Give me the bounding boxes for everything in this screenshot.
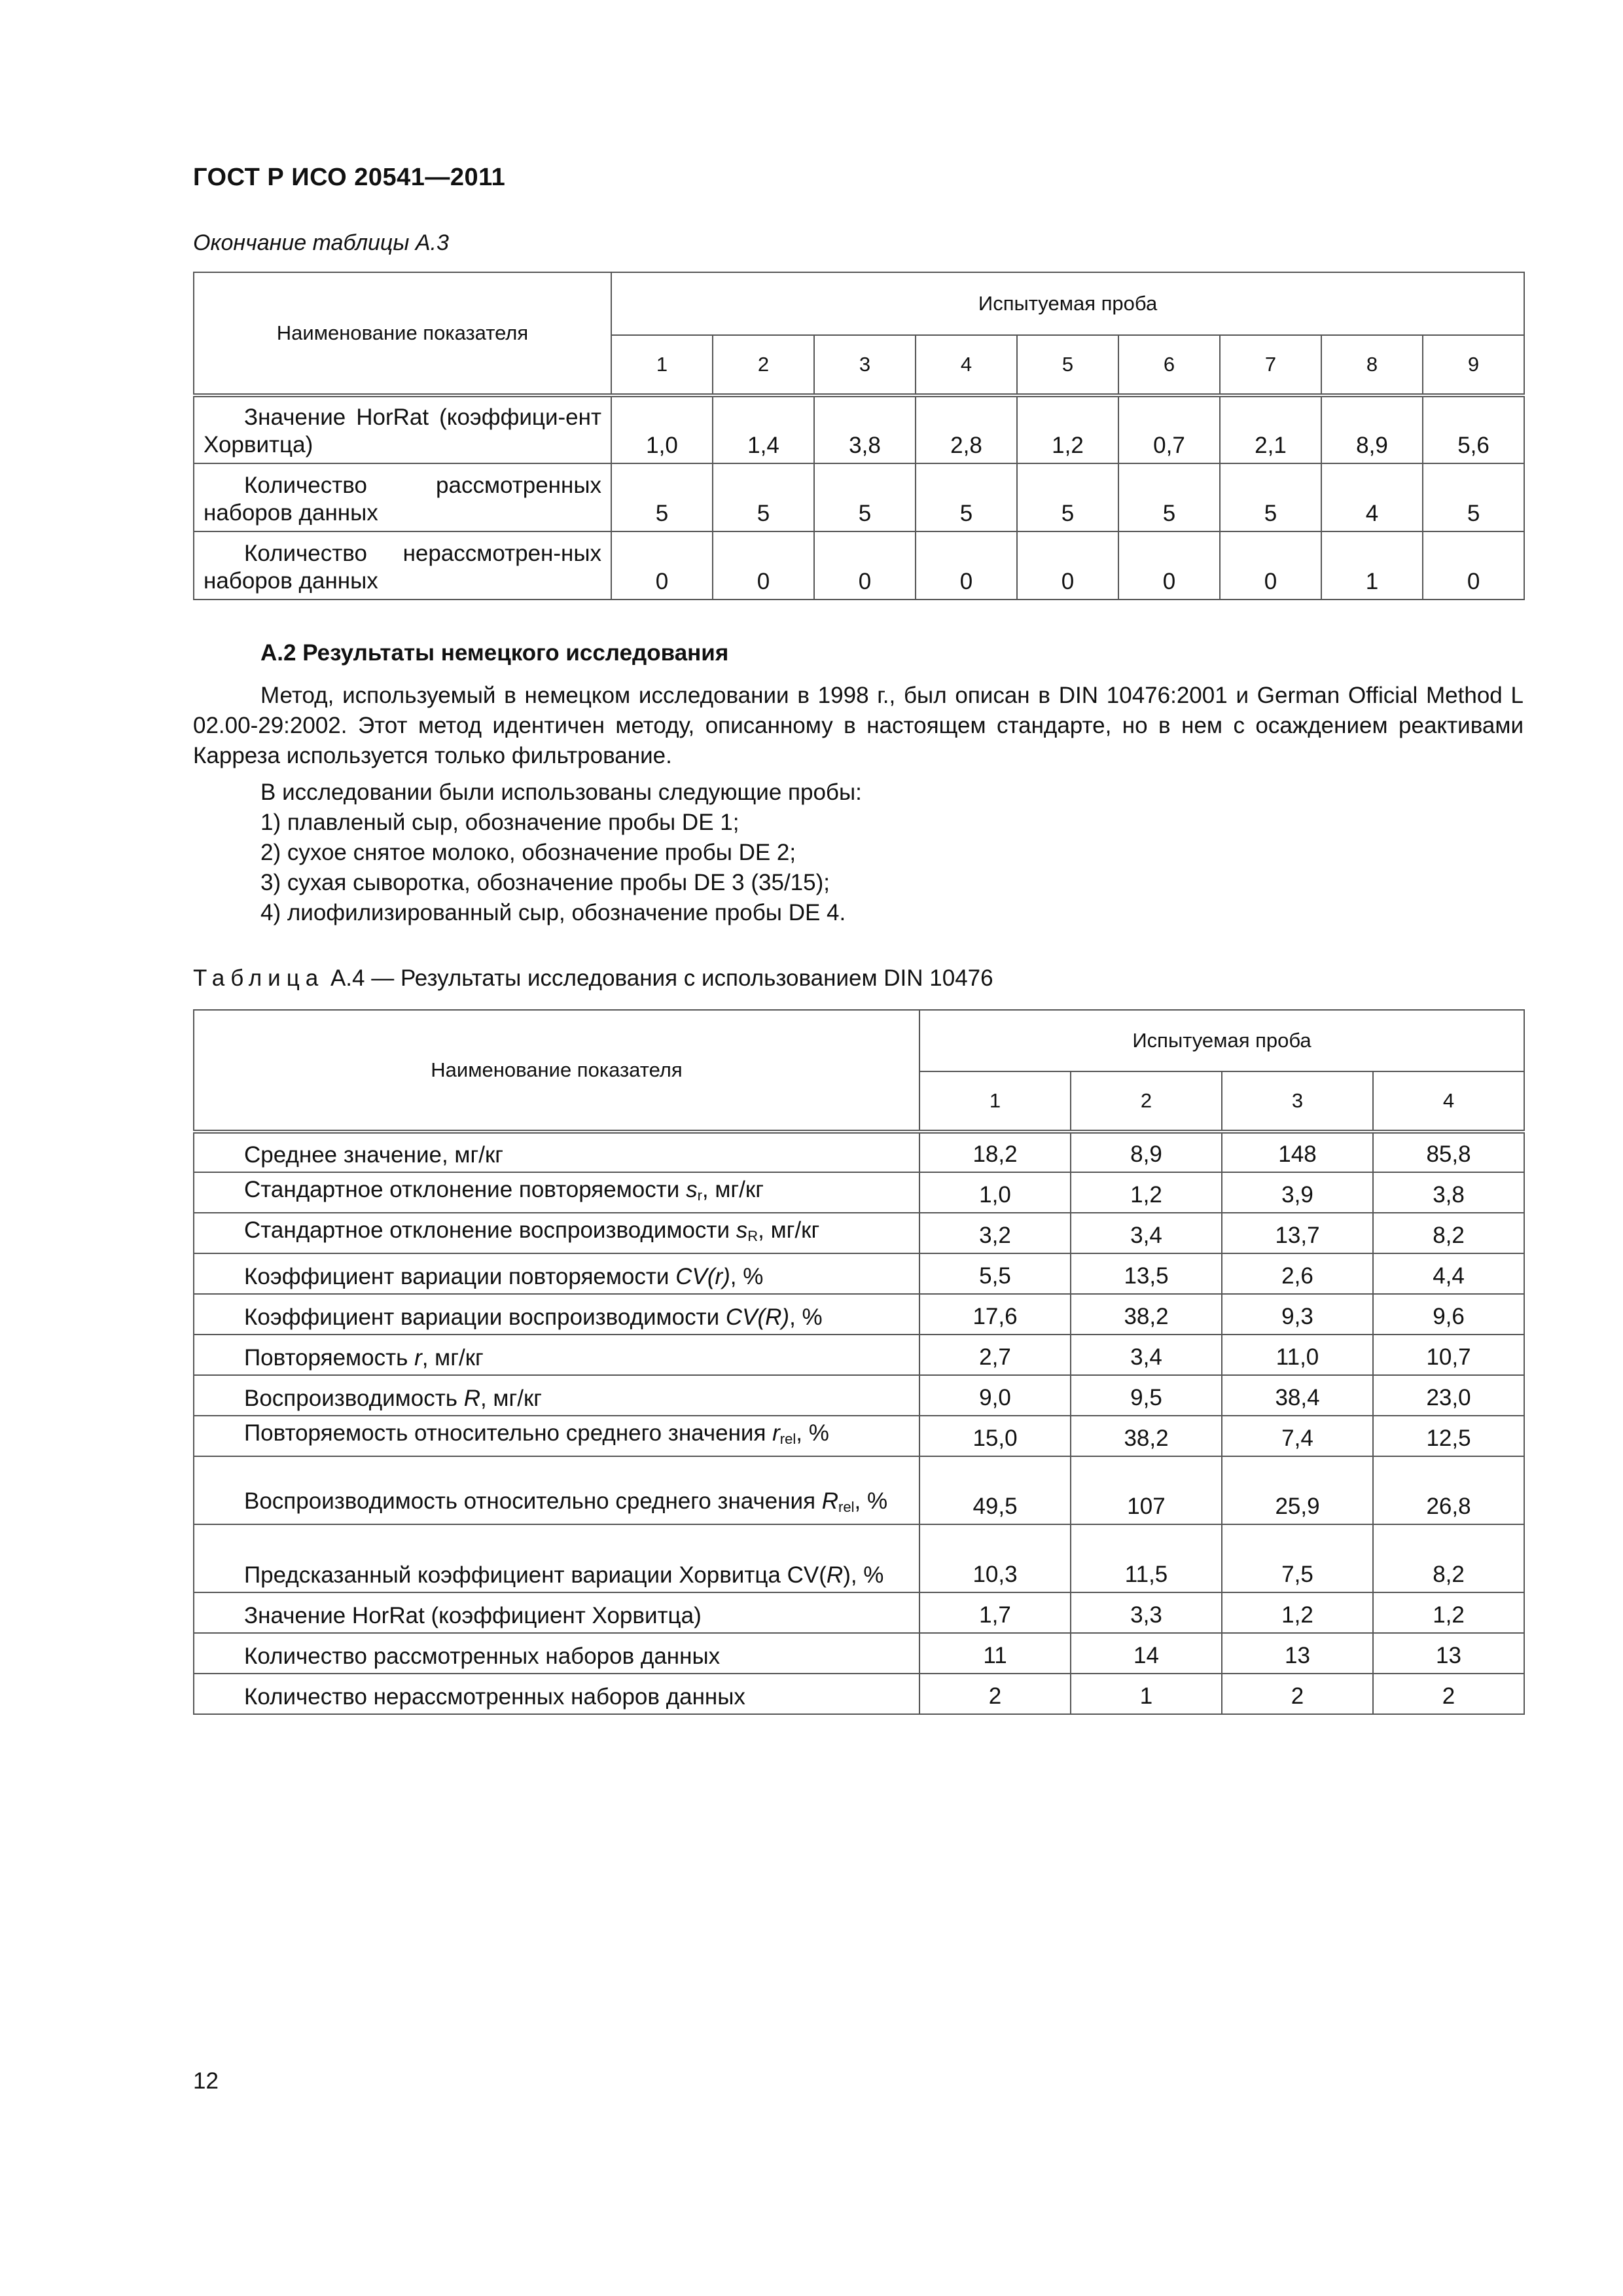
label-text: Предсказанный коэффициент вариации Хорвитца CV(	[244, 1562, 827, 1588]
table-row	[194, 531, 1524, 600]
table-cell: 10,7	[1373, 1335, 1524, 1375]
table-cell: 3,8	[814, 395, 916, 463]
table-row	[194, 1416, 1524, 1456]
table-cell: 8,9	[1071, 1132, 1222, 1172]
label-text: Среднее значение, мг/кг	[244, 1142, 504, 1168]
table-row	[194, 1674, 1524, 1714]
table-cell: 5	[611, 463, 713, 531]
table-a4	[193, 1009, 1525, 1715]
table-continuation-caption: Окончание таблицы А.3	[193, 230, 449, 255]
label-suffix: , мг/кг	[421, 1345, 484, 1371]
label-text: Коэффициент вариации воспроизводимости	[244, 1304, 726, 1330]
label-subscript: rel	[779, 1431, 796, 1447]
table-cell: 13,5	[1071, 1253, 1222, 1294]
sample-list	[260, 778, 862, 928]
label-text: Количество нерассмотренных наборов данных	[244, 1684, 745, 1710]
table-row	[194, 1456, 1524, 1524]
label-symbol: s	[736, 1217, 748, 1243]
table-a3	[193, 272, 1525, 600]
table-cell: 23,0	[1373, 1375, 1524, 1416]
row-label: Количество рассмотренных наборов данных	[194, 463, 611, 531]
table-cell: 1,2	[1222, 1592, 1373, 1633]
table-cell: 4	[1321, 463, 1423, 531]
table-cell: 5	[1017, 463, 1118, 531]
table-cell: 3,3	[1071, 1592, 1222, 1633]
sample-number-header: 2	[1071, 1071, 1222, 1132]
label-subscript: rel	[838, 1499, 855, 1515]
row-label	[194, 1416, 919, 1456]
table-row	[194, 1172, 1524, 1213]
label-text: Повторяемость	[244, 1345, 415, 1371]
table-cell: 4,4	[1373, 1253, 1524, 1294]
table-cell: 3,4	[1071, 1335, 1222, 1375]
table-cell: 2,1	[1220, 395, 1321, 463]
row-label	[194, 1524, 919, 1592]
label-text: Воспроизводимость относительно среднего значения	[244, 1488, 822, 1514]
table-cell: 7,4	[1222, 1416, 1373, 1456]
list-item: 1) плавленый сыр, обозначение пробы DE 1;	[260, 810, 740, 835]
table-cell: 1,0	[919, 1172, 1071, 1213]
table-cell: 2,6	[1222, 1253, 1373, 1294]
table-cell: 13	[1222, 1633, 1373, 1674]
table-row	[194, 1253, 1524, 1294]
table-cell: 9,5	[1071, 1375, 1222, 1416]
sample-number-header: 5	[1017, 335, 1118, 395]
table-cell: 11,5	[1071, 1524, 1222, 1592]
table-cell: 17,6	[919, 1294, 1071, 1335]
table-cell: 0	[1220, 531, 1321, 600]
table-cell: 1	[1071, 1674, 1222, 1714]
list-item: 2) сухое снятое молоко, обозначение пробы DE 2;	[260, 840, 796, 865]
table-row	[194, 463, 1524, 531]
row-label	[194, 1172, 919, 1213]
label-symbol: r	[772, 1420, 780, 1446]
table-cell: 1,2	[1071, 1172, 1222, 1213]
table-cell: 5,5	[919, 1253, 1071, 1294]
row-label	[194, 1294, 919, 1335]
table-cell: 0	[611, 531, 713, 600]
page-number: 12	[193, 2068, 219, 2094]
table-cell: 7,5	[1222, 1524, 1373, 1592]
row-label	[194, 1456, 919, 1524]
label-text: Повторяемость относительно среднего значения	[244, 1420, 773, 1446]
table-cell: 18,2	[919, 1132, 1071, 1172]
table-cell: 2,7	[919, 1335, 1071, 1375]
sample-number-header: 1	[919, 1071, 1071, 1132]
sample-number-header: 7	[1220, 335, 1321, 395]
table-cell: 3,4	[1071, 1213, 1222, 1253]
table-cell: 0,7	[1118, 395, 1220, 463]
table-cell: 2	[1222, 1674, 1373, 1714]
table-cell: 1	[1321, 531, 1423, 600]
table-cell: 1,2	[1373, 1592, 1524, 1633]
column-header-indicator: Наименование показателя	[194, 272, 611, 395]
table-cell: 11,0	[1222, 1335, 1373, 1375]
table-cell: 8,2	[1373, 1213, 1524, 1253]
row-label	[194, 1132, 919, 1172]
table-cell: 1,4	[713, 395, 814, 463]
table-cell: 15,0	[919, 1416, 1071, 1456]
table-cell: 1,7	[919, 1592, 1071, 1633]
table-row	[194, 1213, 1524, 1253]
sample-number-header: 8	[1321, 335, 1423, 395]
label-symbol: CV(r)	[675, 1264, 730, 1289]
section-title: А.2 Результаты немецкого исследования	[260, 640, 729, 666]
sample-number-header: 3	[814, 335, 916, 395]
table-cell: 1,2	[1017, 395, 1118, 463]
table-cell: 5	[1423, 463, 1524, 531]
label-subscript: r	[697, 1187, 702, 1204]
label-suffix: , %	[730, 1264, 764, 1289]
row-label: Значение HorRat (коэффици-ент Хорвитца)	[194, 395, 611, 463]
table-cell: 9,3	[1222, 1294, 1373, 1335]
row-label	[194, 1335, 919, 1375]
sample-number-header: 2	[713, 335, 814, 395]
section-paragraph: Метод, используемый в немецком исследовании в 1998 г., был описан в DIN 10476:2001 и German Official Method L 02.00-29:2002. Этот метод идентичен методу, описанному в настоящем стандарте, но в нем с осаждением реактивами Карреза используется только фильтрование.	[193, 683, 1524, 768]
label-suffix: , %	[789, 1304, 823, 1330]
table-cell: 25,9	[1222, 1456, 1373, 1524]
row-label	[194, 1592, 919, 1633]
column-header-indicator: Наименование показателя	[194, 1010, 919, 1132]
table-row	[194, 1633, 1524, 1674]
table-cell: 12,5	[1373, 1416, 1524, 1456]
label-text: Стандартное отклонение воспроизводимости	[244, 1217, 736, 1243]
label-text: Стандартное отклонение повторяемости	[244, 1177, 687, 1202]
caption-word: Таблица	[193, 965, 325, 991]
table-cell: 5,6	[1423, 395, 1524, 463]
table-cell: 9,6	[1373, 1294, 1524, 1335]
table-cell: 5	[814, 463, 916, 531]
table-cell: 38,2	[1071, 1416, 1222, 1456]
table-cell: 85,8	[1373, 1132, 1524, 1172]
table-cell: 49,5	[919, 1456, 1071, 1524]
sample-number-header: 1	[611, 335, 713, 395]
list-item: 4) лиофилизированный сыр, обозначение пробы DE 4.	[260, 900, 846, 925]
table-a4-caption	[193, 965, 993, 992]
table-cell: 0	[1017, 531, 1118, 600]
label-symbol: R	[821, 1488, 839, 1514]
group-header-samples: Испытуемая проба	[611, 272, 1524, 335]
table-cell: 13	[1373, 1633, 1524, 1674]
caption-text: А.4 — Результаты исследования с использованием DIN 10476	[324, 965, 993, 991]
table-cell: 26,8	[1373, 1456, 1524, 1524]
label-suffix: ), %	[843, 1562, 884, 1588]
table-cell: 3,8	[1373, 1172, 1524, 1213]
label-symbol: R	[826, 1562, 844, 1588]
label-suffix: , мг/кг	[758, 1217, 820, 1243]
table-cell: 9,0	[919, 1375, 1071, 1416]
table-cell: 13,7	[1222, 1213, 1373, 1253]
list-intro: В исследовании были использованы следующие пробы:	[260, 780, 862, 805]
table-cell: 3,9	[1222, 1172, 1373, 1213]
label-symbol: R	[463, 1386, 480, 1411]
label-symbol: s	[686, 1177, 698, 1202]
table-cell: 1,0	[611, 395, 713, 463]
table-cell: 2	[919, 1674, 1071, 1714]
table-row	[194, 1294, 1524, 1335]
table-cell: 11	[919, 1633, 1071, 1674]
table-cell: 0	[1423, 531, 1524, 600]
sample-number-header: 3	[1222, 1071, 1373, 1132]
table-cell: 148	[1222, 1132, 1373, 1172]
label-text: Количество рассмотренных наборов данных	[244, 1643, 721, 1669]
sample-number-header: 4	[916, 335, 1017, 395]
label-subscript: R	[747, 1228, 758, 1244]
table-cell: 8,2	[1373, 1524, 1524, 1592]
list-item: 3) сухая сыворотка, обозначение пробы DE 3 (35/15);	[260, 870, 830, 895]
label-symbol: CV(R)	[725, 1304, 790, 1330]
table-row	[194, 1592, 1524, 1633]
row-label	[194, 1213, 919, 1253]
table-cell: 3,2	[919, 1213, 1071, 1253]
row-label	[194, 1674, 919, 1714]
label-text: Воспроизводимость	[244, 1386, 464, 1411]
document-id-header: ГОСТ Р ИСО 20541—2011	[193, 164, 506, 191]
table-row	[194, 1335, 1524, 1375]
table-cell: 14	[1071, 1633, 1222, 1674]
sample-number-header: 4	[1373, 1071, 1524, 1132]
table-row	[194, 395, 1524, 463]
label-symbol: r	[414, 1345, 422, 1371]
label-suffix: , мг/кг	[480, 1386, 543, 1411]
row-label	[194, 1253, 919, 1294]
table-cell: 8,9	[1321, 395, 1423, 463]
table-cell: 0	[713, 531, 814, 600]
table-row	[194, 1524, 1524, 1592]
label-text: Значение HorRat (коэффициент Хорвитца)	[244, 1603, 702, 1628]
label-suffix: , %	[796, 1420, 829, 1446]
table-cell: 38,4	[1222, 1375, 1373, 1416]
table-cell: 5	[1118, 463, 1220, 531]
table-cell: 2	[1373, 1674, 1524, 1714]
table-row	[194, 1375, 1524, 1416]
sample-number-header: 6	[1118, 335, 1220, 395]
row-label	[194, 1633, 919, 1674]
table-cell: 0	[814, 531, 916, 600]
table-cell: 2,8	[916, 395, 1017, 463]
sample-number-header: 9	[1423, 335, 1524, 395]
table-cell: 5	[1220, 463, 1321, 531]
label-suffix: , %	[854, 1488, 888, 1514]
label-text: Коэффициент вариации повторяемости	[244, 1264, 676, 1289]
table-cell: 38,2	[1071, 1294, 1222, 1335]
table-cell: 107	[1071, 1456, 1222, 1524]
label-suffix: , мг/кг	[702, 1177, 764, 1202]
group-header-samples: Испытуемая проба	[919, 1010, 1524, 1071]
table-cell: 0	[916, 531, 1017, 600]
table-cell: 5	[713, 463, 814, 531]
table-cell: 5	[916, 463, 1017, 531]
table-cell: 10,3	[919, 1524, 1071, 1592]
table-cell: 0	[1118, 531, 1220, 600]
table-row	[194, 1132, 1524, 1172]
row-label: Количество нерассмотрен-ных наборов данных	[194, 531, 611, 600]
row-label	[194, 1375, 919, 1416]
